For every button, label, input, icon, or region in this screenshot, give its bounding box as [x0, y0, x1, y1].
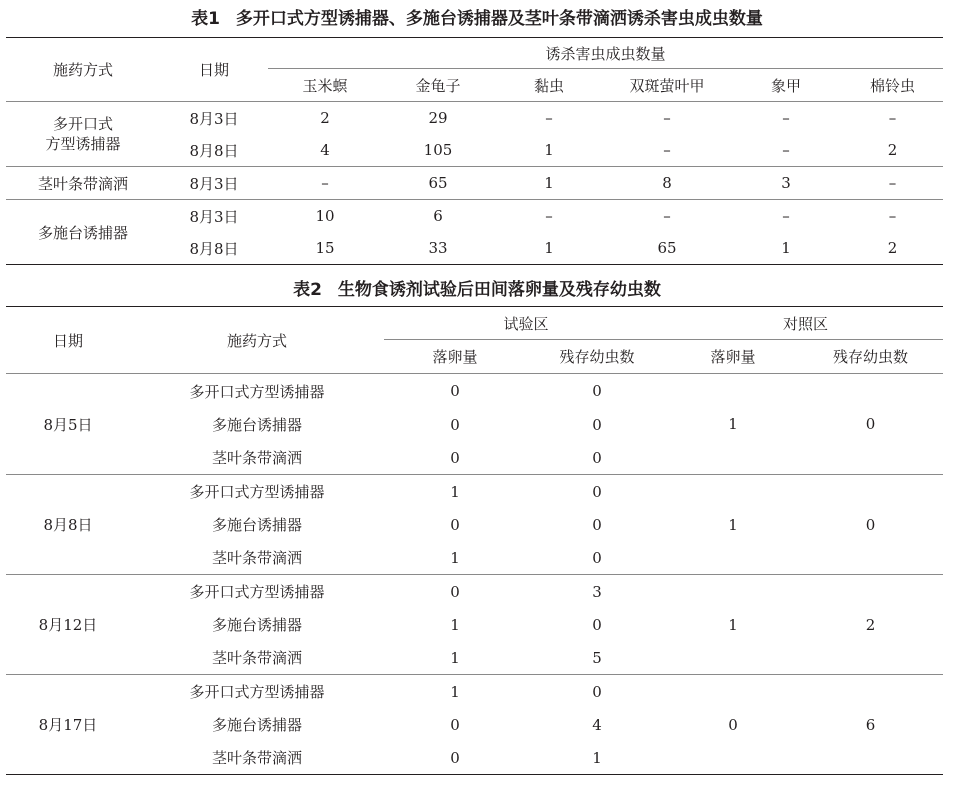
- table2: [6, 306, 943, 775]
- value-cell: 4: [592, 715, 602, 734]
- method-cell: 多施台诱捕器: [211, 616, 302, 634]
- value-cell: –: [545, 109, 553, 127]
- value-cell: 2: [887, 141, 898, 159]
- value-cell: –: [888, 109, 897, 127]
- method-cell: 茎叶条带滴洒: [211, 549, 302, 567]
- method-line: 多开口式: [52, 115, 113, 133]
- method-cell: 多开口式方型诱捕器: [189, 683, 325, 701]
- value-cell: 0: [592, 682, 602, 701]
- table2-header-control-area: 对照区: [668, 307, 943, 340]
- value-cell: 3: [592, 582, 602, 601]
- value-cell: –: [663, 109, 671, 127]
- value-cell: 0: [592, 615, 602, 634]
- value-cell: –: [782, 207, 790, 225]
- method-cell: 多开口式方型诱捕器: [189, 483, 325, 501]
- value-cell: 1: [781, 239, 791, 257]
- method-cell: 茎叶条带滴洒: [211, 649, 302, 667]
- table2-header-date: 日期: [6, 307, 130, 374]
- value-cell: 1: [544, 239, 554, 257]
- method-cell: 茎叶条带滴洒: [211, 749, 302, 767]
- value-cell: 1: [450, 482, 460, 501]
- table-row: [6, 200, 943, 233]
- table2-label: 表2: [293, 280, 322, 300]
- value-cell: 0: [450, 582, 460, 601]
- date-cell: 8月3日: [189, 109, 239, 128]
- control-eggs-cell: 1: [668, 575, 798, 675]
- table1-header-pest: 玉米螟: [268, 69, 382, 102]
- value-cell: 0: [592, 382, 602, 400]
- method-cell: 茎叶条带滴洒: [211, 449, 302, 467]
- table1-method-cell: 茎叶条带滴洒: [37, 174, 128, 193]
- value-cell: 1: [450, 682, 460, 701]
- value-cell: 5: [592, 648, 602, 667]
- table1-header-date: 日期: [160, 38, 268, 102]
- value-cell: 1: [544, 174, 554, 192]
- value-cell: –: [545, 207, 553, 225]
- value-cell: 1: [544, 141, 554, 159]
- value-cell: 10: [315, 207, 335, 225]
- method-cell: 多施台诱捕器: [211, 716, 302, 734]
- value-cell: 0: [450, 448, 460, 467]
- value-cell: –: [663, 141, 671, 159]
- value-cell: 3: [781, 174, 791, 192]
- value-cell: 33: [428, 239, 448, 257]
- table1-header-pest: 象甲: [730, 69, 842, 102]
- value-cell: 0: [592, 515, 602, 534]
- date-cell: 8月12日: [6, 575, 130, 675]
- table2-header-test-area: 试验区: [384, 307, 668, 340]
- table2-caption: [0, 279, 954, 301]
- table-row: [6, 475, 943, 509]
- table2-header-larvae: 残存幼虫数: [798, 340, 943, 374]
- table1-header-group: 诱杀害虫成虫数量: [268, 38, 943, 69]
- control-larvae-cell: 0: [798, 475, 943, 575]
- date-cell: 8月8日: [6, 475, 130, 575]
- table1-header-row: [6, 38, 943, 69]
- value-cell: 1: [450, 648, 460, 667]
- value-cell: 0: [592, 448, 602, 467]
- value-cell: 2: [887, 239, 898, 257]
- value-cell: 65: [657, 239, 677, 257]
- control-eggs-cell: 1: [668, 475, 798, 575]
- value-cell: 29: [428, 109, 448, 127]
- method-cell: 多施台诱捕器: [211, 416, 302, 434]
- value-cell: 0: [450, 748, 460, 767]
- value-cell: –: [663, 207, 671, 225]
- date-cell: 8月5日: [6, 374, 130, 475]
- table2-title: 生物食诱剂试验后田间落卵量及残存幼虫数: [337, 280, 661, 300]
- table1: [6, 37, 943, 265]
- date-cell: 8月8日: [189, 239, 239, 258]
- table-row: [6, 675, 943, 709]
- value-cell: 1: [450, 548, 460, 567]
- value-cell: 1: [592, 748, 602, 767]
- date-cell: 8月8日: [189, 141, 239, 160]
- value-cell: 0: [450, 382, 460, 400]
- value-cell: –: [782, 141, 790, 159]
- table2-header-eggs: 落卵量: [668, 340, 798, 374]
- value-cell: –: [321, 174, 329, 192]
- value-cell: 6: [433, 207, 443, 225]
- value-cell: 8: [662, 174, 672, 192]
- value-cell: 0: [450, 415, 460, 434]
- value-cell: 0: [450, 715, 460, 734]
- value-cell: 15: [315, 239, 335, 257]
- method-cell: 多开口式方型诱捕器: [189, 583, 325, 601]
- control-larvae-cell: 2: [798, 575, 943, 675]
- value-cell: 2: [320, 109, 330, 127]
- date-cell: 8月3日: [189, 207, 239, 226]
- method-cell: 多开口式方型诱捕器: [189, 382, 325, 401]
- table1-header-method: 施药方式: [6, 38, 160, 102]
- value-cell: 0: [592, 415, 602, 434]
- table-row: [6, 374, 943, 409]
- table-row: [6, 102, 943, 135]
- control-larvae-cell: 0: [798, 374, 943, 475]
- value-cell: 0: [592, 548, 602, 567]
- table1-label: 表1: [191, 9, 220, 29]
- table1-header-pest: 双斑萤叶甲: [604, 69, 730, 102]
- value-cell: –: [782, 109, 790, 127]
- value-cell: 0: [450, 515, 460, 534]
- control-larvae-cell: 6: [798, 675, 943, 775]
- value-cell: 65: [428, 174, 448, 192]
- method-cell: 多施台诱捕器: [211, 516, 302, 534]
- value-cell: 0: [592, 482, 602, 501]
- table2-header-row: [6, 307, 943, 340]
- date-cell: 8月17日: [6, 675, 130, 775]
- table1-header-pest: 金龟子: [382, 69, 494, 102]
- control-eggs-cell: 0: [668, 675, 798, 775]
- table-row: [6, 575, 943, 609]
- table2-header-method: 施药方式: [130, 307, 384, 374]
- date-cell: 8月3日: [189, 174, 239, 193]
- table1-header-pest: 黏虫: [494, 69, 604, 102]
- value-cell: –: [888, 207, 897, 225]
- value-cell: –: [888, 174, 897, 192]
- table2-header-eggs: 落卵量: [384, 340, 526, 374]
- table-row: [6, 167, 943, 200]
- value-cell: 105: [423, 141, 453, 159]
- table1-title: 多开口式方型诱捕器、多施台诱捕器及茎叶条带滴洒诱杀害虫成虫数量: [235, 9, 763, 29]
- table1-method-cell: [6, 102, 160, 167]
- table1-method-cell: 多施台诱捕器: [6, 200, 160, 265]
- table1-header-pest: 棉铃虫: [842, 69, 943, 102]
- table1-caption: [0, 8, 954, 30]
- value-cell: 4: [320, 141, 330, 159]
- table2-header-larvae: 残存幼虫数: [526, 340, 668, 374]
- method-line: 方型诱捕器: [45, 135, 121, 153]
- control-eggs-cell: 1: [668, 374, 798, 475]
- value-cell: 1: [450, 615, 460, 634]
